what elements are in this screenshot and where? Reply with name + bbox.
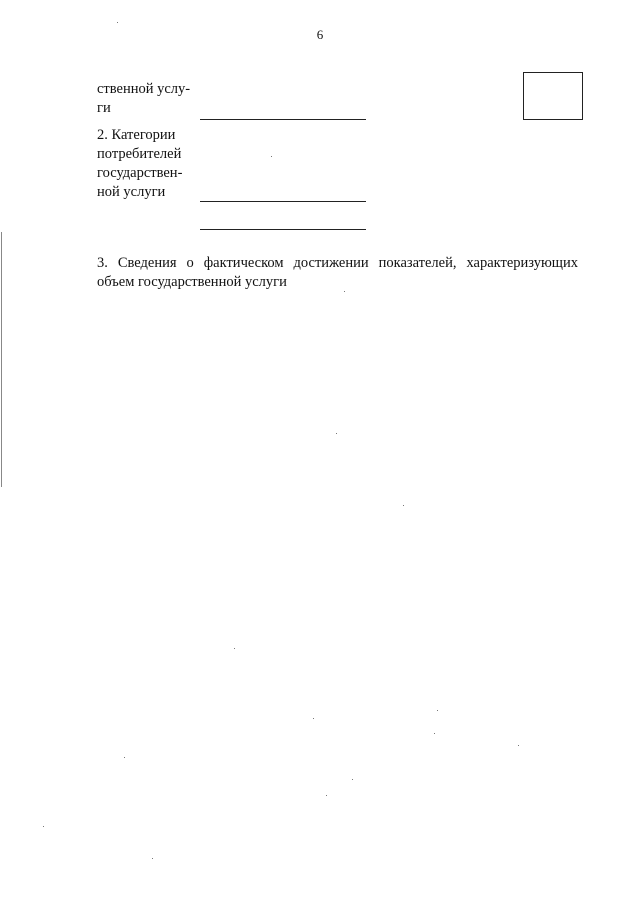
service-code-box (523, 72, 583, 120)
consumer-categories-line-3: государствен- (97, 165, 183, 181)
page-number: 6 (316, 27, 324, 42)
consumer-categories-fill-line-1 (200, 201, 366, 202)
scan-speck (437, 710, 438, 711)
consumer-categories-fill-line-2 (200, 229, 366, 230)
consumer-categories-line-2: потребителей (97, 146, 182, 162)
service-name-fill-line (200, 119, 366, 120)
scan-speck (234, 648, 235, 649)
scan-speck (271, 156, 272, 157)
scan-speck (124, 757, 125, 758)
scan-speck (152, 858, 153, 859)
scan-speck (43, 826, 44, 827)
scan-speck (352, 779, 353, 780)
scan-speck (518, 745, 519, 746)
consumer-categories-line-1: 2. Категории (97, 127, 176, 143)
scan-speck (403, 505, 404, 506)
scan-margin-edge (1, 232, 2, 487)
scan-speck (344, 291, 345, 292)
scan-speck (336, 433, 337, 434)
consumer-categories-line-4: ной услуги (97, 184, 166, 200)
service-name-continuation (97, 80, 207, 118)
scan-speck (117, 22, 118, 23)
scan-speck (326, 795, 327, 796)
scan-speck (313, 718, 314, 719)
service-name-line-2: ги (97, 100, 111, 116)
scan-speck (434, 733, 435, 734)
section-3-heading: 3. Сведения о фактическом достижении показателей, характеризующих объем государственной услуги (97, 255, 578, 290)
consumer-categories-label (97, 126, 207, 202)
service-name-line-1: ственной услу- (97, 81, 191, 97)
